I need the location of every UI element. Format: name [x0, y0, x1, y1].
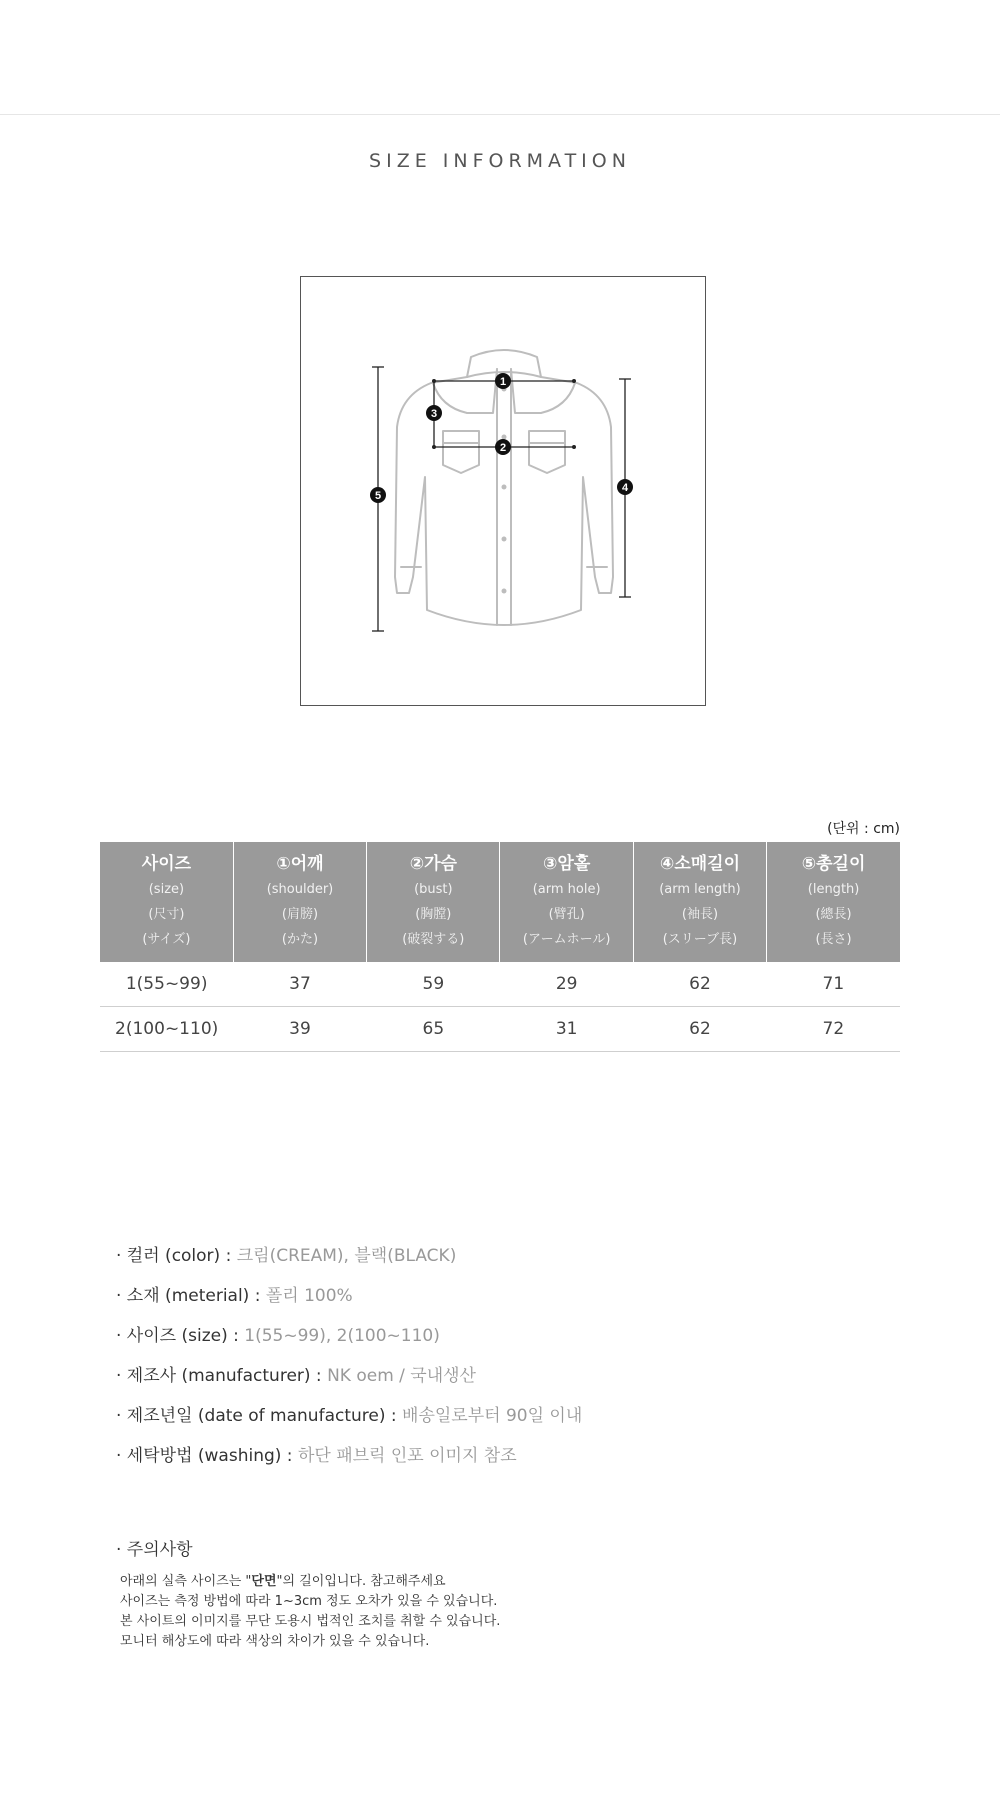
page-title: SIZE INFORMATION [369, 150, 631, 172]
info-value: 폴리 100% [265, 1286, 353, 1306]
notice-line: 모니터 해상도에 따라 색상의 차이가 있을 수 있습니다. [120, 1634, 430, 1649]
header-sub: (總長) [815, 907, 852, 922]
info-label: · 소재 (meterial) : [116, 1286, 266, 1306]
info-value: 배송일로부터 90일 이내 [402, 1406, 583, 1426]
header-sub: (bust) [414, 882, 453, 897]
header-title: ④소매길이 [659, 854, 741, 874]
cell-bust: 65 [367, 1007, 500, 1052]
size-table [100, 842, 900, 1052]
info-manufacturer [116, 1360, 582, 1400]
header-sub: (臂孔) [548, 907, 585, 922]
info-color [116, 1240, 582, 1280]
marker-1-label: 1 [499, 376, 507, 388]
header-sub: (破裂する) [402, 932, 465, 947]
info-washing [116, 1440, 582, 1480]
cell-length: 71 [767, 962, 900, 1007]
header-title: ②가슴 [409, 854, 457, 874]
header-sub: (スリーブ長) [662, 932, 738, 947]
header-shoulder [233, 842, 366, 962]
notice-line [116, 1572, 500, 1592]
header-sub: (肩膀) [281, 907, 319, 922]
header-sub: (アームホール) [522, 932, 611, 947]
header-title: ①어깨 [276, 854, 324, 874]
header-length [767, 842, 900, 962]
header-sub: (shoulder) [266, 882, 334, 897]
info-value: NK oem / 국내생산 [327, 1366, 476, 1386]
info-value: 1(55~99), 2(100~110) [244, 1326, 440, 1346]
info-manufacture-date [116, 1400, 582, 1440]
header-bust [367, 842, 500, 962]
marker-3-label: 3 [430, 408, 438, 420]
size-diagram [300, 276, 706, 706]
header-size [100, 842, 233, 962]
header-sub: (length) [807, 882, 860, 897]
header-sub: (長さ) [815, 932, 852, 947]
product-info-list [116, 1240, 582, 1480]
header-arm-length [633, 842, 766, 962]
info-value: 하단 패브릭 인포 이미지 참조 [297, 1446, 517, 1466]
header-sub: (袖長) [681, 907, 719, 922]
header-sub: (size) [148, 882, 185, 897]
table-row [100, 962, 900, 1007]
cell-arm-length: 62 [633, 1007, 766, 1052]
header-sub: (尺寸) [148, 907, 185, 922]
header-sub: (胸膛) [415, 907, 452, 922]
header-title: 사이즈 [141, 854, 192, 874]
header-title: ⑤총길이 [801, 854, 866, 874]
shirt-outline-icon [301, 277, 707, 707]
marker-2-label: 2 [499, 442, 507, 454]
info-label: · 컬러 (color) : [116, 1246, 237, 1266]
info-value: 크림(CREAM), 블랙(BLACK) [236, 1246, 457, 1266]
table-row [100, 1007, 900, 1052]
header-arm-hole [500, 842, 633, 962]
notice-section [116, 1535, 500, 1652]
header-title: ③암홀 [543, 854, 591, 874]
cell-size: 2(100~110) [100, 1007, 233, 1052]
header-sub: (arm length) [659, 882, 741, 897]
cell-arm-hole: 31 [500, 1007, 633, 1052]
table-header-row [100, 842, 900, 962]
cell-arm-hole: 29 [500, 962, 633, 1007]
cell-length: 72 [767, 1007, 900, 1052]
top-divider [0, 114, 1000, 115]
marker-5-label: 5 [374, 490, 382, 502]
header-sub: (かた) [281, 932, 319, 947]
notice-line: 본 사이트의 이미지를 무단 도용시 법적인 조치를 취할 수 있습니다. [120, 1614, 501, 1629]
cell-shoulder: 37 [233, 962, 366, 1007]
notice-line: 사이즈는 측정 방법에 따라 1~3cm 정도 오차가 있을 수 있습니다. [120, 1594, 498, 1609]
header-sub: (arm hole) [532, 882, 601, 897]
notice-text: 아래의 실측 사이즈는 " [120, 1574, 252, 1589]
header-sub: (サイズ) [142, 932, 191, 947]
info-label: · 제조년일 (date of manufacture) : [116, 1406, 403, 1426]
info-label: · 제조사 (manufacturer) : [116, 1366, 328, 1386]
notice-emphasis: 단면 [251, 1574, 277, 1589]
cell-shoulder: 39 [233, 1007, 366, 1052]
cell-arm-length: 62 [633, 962, 766, 1007]
cell-size: 1(55~99) [100, 962, 233, 1007]
info-label: · 세탁방법 (washing) : [116, 1446, 298, 1466]
notice-text: "의 길이입니다. 참고해주세요 [276, 1574, 446, 1589]
info-material [116, 1280, 582, 1320]
marker-4-label: 4 [621, 482, 629, 494]
cell-bust: 59 [367, 962, 500, 1007]
info-label: · 사이즈 (size) : [116, 1326, 245, 1346]
info-size [116, 1320, 582, 1360]
unit-label: (단위 : cm) [827, 821, 900, 837]
notice-title: · 주의사항 [116, 1540, 193, 1560]
